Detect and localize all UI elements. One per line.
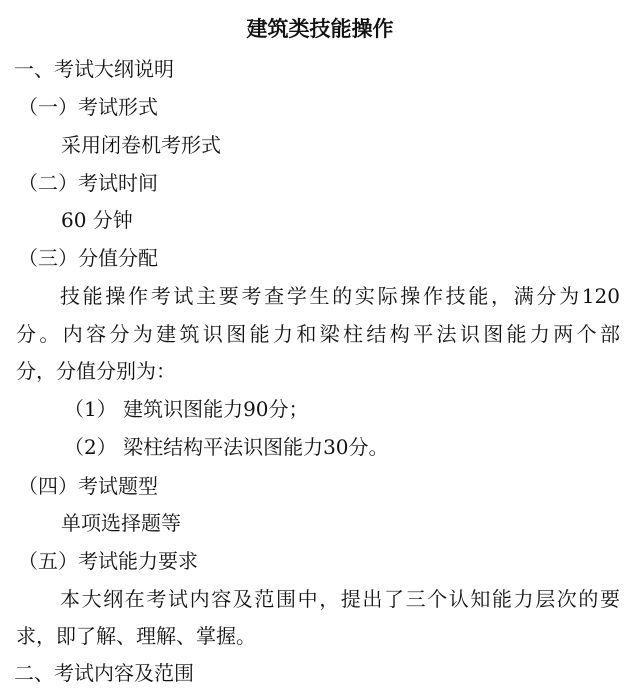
paragraph-line: 分，分值分别为：: [16, 359, 176, 383]
paragraph-line: 分。内容分为建筑识图能力和梁柱结构平法识图能力两个部: [16, 322, 620, 346]
paragraph-line: 本大纲在考试内容及范围中，提出了三个认知能力层次的要: [60, 587, 620, 611]
list-item: （2） 梁柱结构平法识图能力30分。: [64, 435, 389, 459]
subsection-5-heading: （五）考试能力要求: [18, 549, 198, 573]
subsection-4-body: 单项选择题等: [61, 511, 181, 535]
subsection-1-body: 采用闭卷机考形式: [61, 133, 221, 157]
paragraph-line: 求，即了解、理解、掌握。: [16, 624, 256, 648]
section-2-heading: 二、考试内容及范围: [14, 661, 194, 685]
subsection-3-heading: （三）分值分配: [18, 246, 158, 270]
section-1-heading: 一、考试大纲说明: [14, 57, 174, 81]
subsection-2-body: 60 分钟: [61, 208, 133, 232]
subsection-4-heading: （四）考试题型: [18, 474, 158, 498]
document-title: 建筑类技能操作: [246, 16, 394, 41]
subsection-2-heading: （二）考试时间: [18, 171, 158, 195]
list-item: （1） 建筑识图能力90分；: [64, 397, 309, 421]
paragraph-line: 技能操作考试主要考查学生的实际操作技能，满分为120: [60, 284, 620, 308]
subsection-1-heading: （一）考试形式: [18, 95, 158, 119]
